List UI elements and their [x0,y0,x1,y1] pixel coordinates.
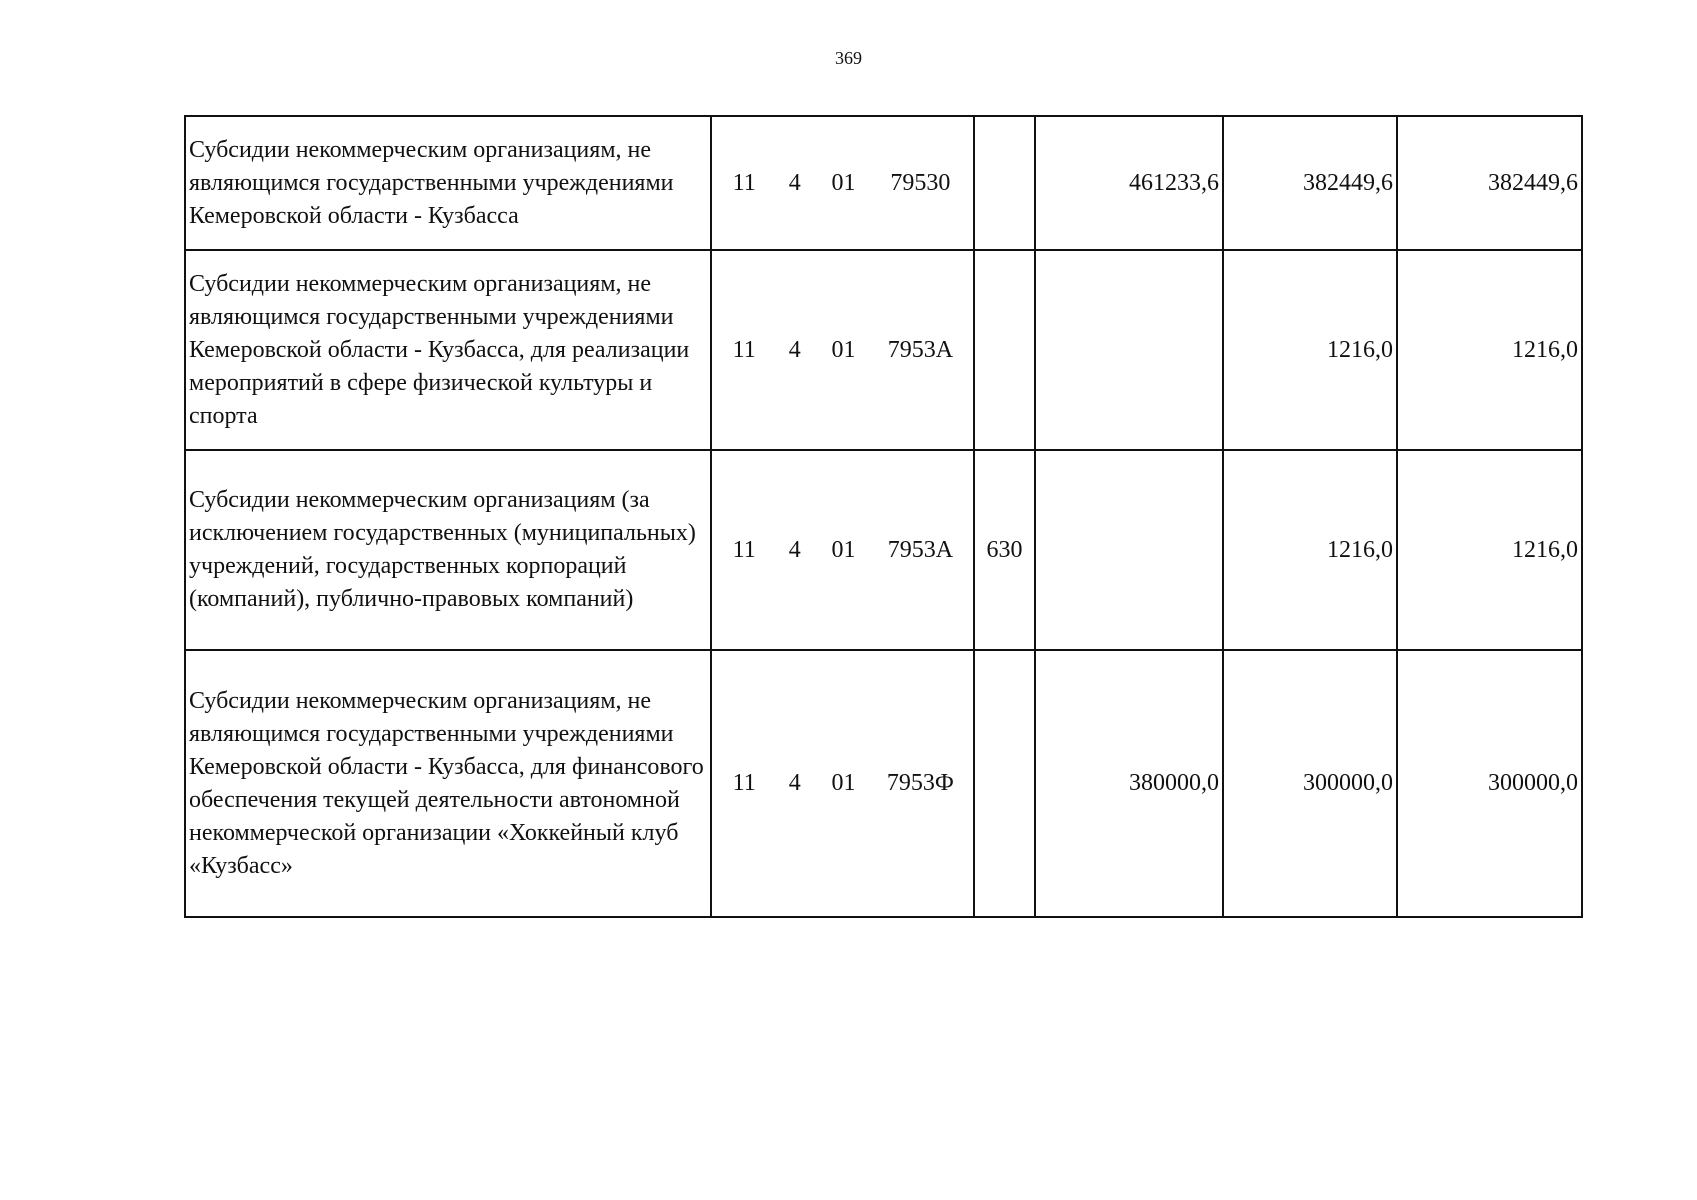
direction-code: 7953А [887,336,954,363]
direction-code: 79530 [890,169,951,196]
row-description: Субсидии некоммерческим организациям, не являющимся государственными учреждениями Кемеровской области - Кузбасса, для финансового обеспечения текущей деятельности автономной некоммерческой организации «Хоккейный клуб «Кузбасс» [185,650,711,917]
row-description: Субсидии некоммерческим организациям, не являющимся государственными учреждениями Кемеровской области - Кузбасса [185,116,711,250]
section-code: 11 [732,770,756,796]
program-code: 4 [788,169,801,196]
subprogram-code: 01 [831,336,856,363]
page-number: 369 [835,48,862,68]
section-code: 11 [732,336,756,363]
expense-type-code [974,650,1035,917]
classification-codes-cell [711,116,974,250]
table-row [185,116,1582,250]
row-description: Субсидии некоммерческим организациям, не являющимся государственными учреждениями Кемеровской области - Кузбасса, для реализации мероприятий в сфере физической культуры и спорта [185,250,711,450]
subprogram-code: 01 [831,770,856,796]
amount-year3: 1216,0 [1397,450,1582,650]
amount-year3: 1216,0 [1397,250,1582,450]
expense-type-code: 630 [974,450,1035,650]
amount-year1: 461233,6 [1035,116,1223,250]
section-code: 11 [732,536,756,563]
classification-codes-cell [711,650,974,917]
amount-year3: 382449,6 [1397,116,1582,250]
classification-codes-cell [711,250,974,450]
budget-table [184,115,1583,918]
subprogram-code: 01 [831,169,856,196]
amount-year2: 1216,0 [1223,450,1397,650]
direction-code: 7953Ф [886,770,954,796]
amount-year1 [1035,250,1223,450]
amount-year2: 1216,0 [1223,250,1397,450]
amount-year1 [1035,450,1223,650]
table-row [185,250,1582,450]
amount-year2: 300000,0 [1223,650,1397,917]
table-row [185,450,1582,650]
program-code: 4 [788,770,801,796]
direction-code: 7953А [887,536,954,563]
expense-type-code [974,250,1035,450]
classification-codes-cell [711,450,974,650]
expense-type-code [974,116,1035,250]
subprogram-code: 01 [831,536,856,563]
program-code: 4 [788,536,801,563]
amount-year1: 380000,0 [1035,650,1223,917]
amount-year2: 382449,6 [1223,116,1397,250]
amount-year3: 300000,0 [1397,650,1582,917]
row-description: Субсидии некоммерческим организациям (за исключением государственных (муниципальных) учреждений, государственных корпораций (компаний), публично-правовых компаний) [185,450,711,650]
section-code: 11 [732,169,756,196]
table-row [185,650,1582,917]
program-code: 4 [788,336,801,363]
